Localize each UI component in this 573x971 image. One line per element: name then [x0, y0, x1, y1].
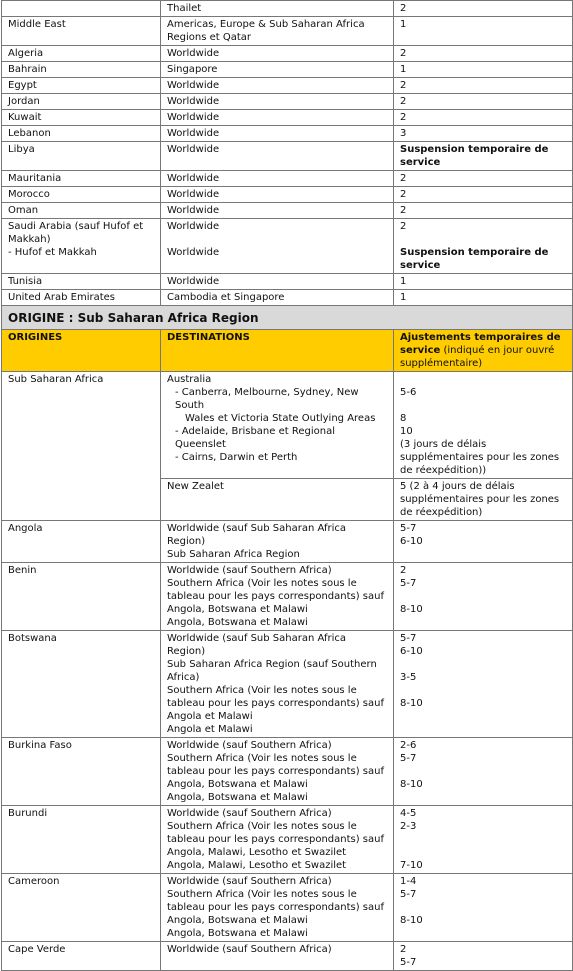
- table-row: Cape Verde Worldwide (sauf Southern Africa) 2 5-7: [2, 942, 573, 971]
- column-header-destinations: DESTINATIONS: [161, 330, 394, 372]
- adjustment-cell: 2: [394, 78, 573, 94]
- origin-cell: Mauritania: [2, 171, 161, 187]
- adjustment-note: (3 jours de délais supplémentaires pour les zones de réexpédition)): [400, 439, 560, 476]
- origin-cell: United Arab Emirates: [2, 290, 161, 306]
- table-row: Burkina Faso Worldwide (sauf Southern Africa) Southern Africa (Voir les notes sous le tableau pour les pays correspondants) sauf Angola, Botswana et Malawi Angola, Botswana et Malawi 2-6 5-7 8-10: [2, 738, 573, 806]
- origin-cell: Jordan: [2, 94, 161, 110]
- destination-cell: Worldwide: [161, 203, 394, 219]
- destination-cell: Worldwide: [161, 78, 394, 94]
- table-row: [2, 126, 573, 142]
- destination-cell: Worldwide: [161, 142, 394, 171]
- table-row: [2, 62, 573, 78]
- origin-cell: Burkina Faso: [2, 738, 161, 806]
- origin-cell: Egypt: [2, 78, 161, 94]
- adjustment-cell: Suspension temporaire de service: [394, 142, 573, 171]
- adjustment-cell: 2: [394, 203, 573, 219]
- table-row: [2, 171, 573, 187]
- table-row: Angola Worldwide (sauf Sub Saharan Africa Region) Sub Saharan Africa Region 5-7 6-10: [2, 521, 573, 563]
- origin-cell: Botswana: [2, 631, 161, 738]
- table-row: Sub Saharan Africa Australia - Canberra, Melbourne, Sydney, New South Wales et Victoria State Outlying Areas - Adelaide, Brisbane et Regional Queenslet - Cairns, Darwin et Perth 5-6 8 10 (3 jours de délais supplémentaires pour les zones de réexpédition)): [2, 372, 573, 479]
- origin-cell: Saudi Arabia (sauf Hufof et Makkah): [8, 221, 144, 245]
- table-row: [2, 1, 573, 17]
- destination-cell: Singapore: [161, 62, 394, 78]
- destination-cell: Worldwide: [161, 94, 394, 110]
- destination-cell: Worldwide: [161, 187, 394, 203]
- adjustment-cell: 5 (2 à 4 jours de délais supplémentaires pour les zones de réexpédition): [394, 479, 573, 521]
- adjustment-cell: 5-6: [400, 387, 417, 398]
- destination-cell: Worldwide: [161, 274, 394, 290]
- table-row: Botswana Worldwide (sauf Sub Saharan Africa Region) Sub Saharan Africa Region (sauf Southern Africa) Southern Africa (Voir les notes sous le tableau pour les pays correspondants) sauf Angola et Malawi Angola et Malawi 5-7 6-10 3-5 8-10: [2, 631, 573, 738]
- column-header-origines: ORIGINES: [2, 330, 161, 372]
- column-header-row: [2, 330, 573, 372]
- destination-cell: Worldwide: [161, 110, 394, 126]
- adjustment-cell: 2: [394, 110, 573, 126]
- origin-cell: [2, 1, 161, 17]
- origin-cell: Benin: [2, 563, 161, 631]
- table-row: [2, 110, 573, 126]
- adjustment-cell: 3: [394, 126, 573, 142]
- adjustment-cell: 2: [394, 171, 573, 187]
- section-title: ORIGINE : Sub Saharan Africa Region: [2, 306, 573, 330]
- destination-cell: Thailet: [161, 1, 394, 17]
- origin-cell: Bahrain: [2, 62, 161, 78]
- table-row: [2, 290, 573, 306]
- column-header-adjustments: Ajustements temporaires de service (indiqué en jour ouvré supplémentaire): [394, 330, 573, 372]
- origin-cell: Libya: [2, 142, 161, 171]
- destination-cell: Cambodia et Singapore: [161, 290, 394, 306]
- destination-cell: Worldwide: [161, 171, 394, 187]
- origin-cell: - Hufof et Makkah: [8, 247, 97, 258]
- origin-cell: Middle East: [2, 17, 161, 46]
- section-header: [2, 306, 573, 330]
- adjustment-cell: 2: [400, 221, 407, 232]
- origin-cell: Lebanon: [2, 126, 161, 142]
- adjustment-cell: 1: [394, 17, 573, 46]
- table-row: [2, 17, 573, 46]
- adjustment-cell: 2: [394, 1, 573, 17]
- origin-cell: Algeria: [2, 46, 161, 62]
- table-row: [2, 94, 573, 110]
- origin-cell: Angola: [2, 521, 161, 563]
- origin-cell: Kuwait: [2, 110, 161, 126]
- adjustment-cell: 2: [394, 94, 573, 110]
- table-row: [2, 142, 573, 171]
- table-row: [2, 78, 573, 94]
- origin-cell: Sub Saharan Africa: [2, 372, 161, 521]
- table-row: [2, 203, 573, 219]
- table-row: Burundi Worldwide (sauf Southern Africa) Southern Africa (Voir les notes sous le tableau pour les pays correspondants) sauf Angola, Malawi, Lesotho et Swazilet Angola, Malawi, Lesotho et Swazilet 4-5 2-3 7-10: [2, 806, 573, 874]
- adjustment-cell: Suspension temporaire de service: [400, 247, 549, 271]
- adjustment-cell: 2: [394, 187, 573, 203]
- destination-cell: Worldwide: [161, 126, 394, 142]
- origin-cell: Morocco: [2, 187, 161, 203]
- table-row: [2, 46, 573, 62]
- adjustment-cell: 1: [394, 62, 573, 78]
- origin-cell: Oman: [2, 203, 161, 219]
- origin-cell: Cameroon: [2, 874, 161, 942]
- destination-cell: Worldwide: [167, 221, 220, 232]
- table-row: [2, 187, 573, 203]
- destination-cell: New Zealet: [161, 479, 394, 521]
- service-adjustments-table: [1, 0, 573, 971]
- origin-cell: Cape Verde: [2, 942, 161, 971]
- destination-cell: Worldwide: [161, 46, 394, 62]
- table-row: [2, 274, 573, 290]
- origin-cell: Tunisia: [2, 274, 161, 290]
- adjustment-cell: 1: [394, 274, 573, 290]
- adjustment-cell: 10: [400, 426, 413, 437]
- adjustment-cell: 2: [394, 46, 573, 62]
- table-row: Benin Worldwide (sauf Southern Africa) Southern Africa (Voir les notes sous le tableau pour les pays correspondants) sauf Angola, Botswana et Malawi Angola, Botswana et Malawi 2 5-7 8-10: [2, 563, 573, 631]
- destination-cell: Worldwide: [167, 247, 220, 258]
- table-row: Cameroon Worldwide (sauf Southern Africa) Southern Africa (Voir les notes sous le tableau pour les pays correspondants) sauf Angola, Botswana et Malawi Angola, Botswana et Malawi 1-4 5-7 8-10: [2, 874, 573, 942]
- destination-cell: Australia: [167, 374, 212, 385]
- destination-cell: Americas, Europe & Sub Saharan Africa Regions et Qatar: [161, 17, 394, 46]
- origin-cell: Burundi: [2, 806, 161, 874]
- adjustment-cell: 1: [394, 290, 573, 306]
- adjustment-cell: 8: [400, 413, 407, 424]
- table-row: [2, 219, 573, 274]
